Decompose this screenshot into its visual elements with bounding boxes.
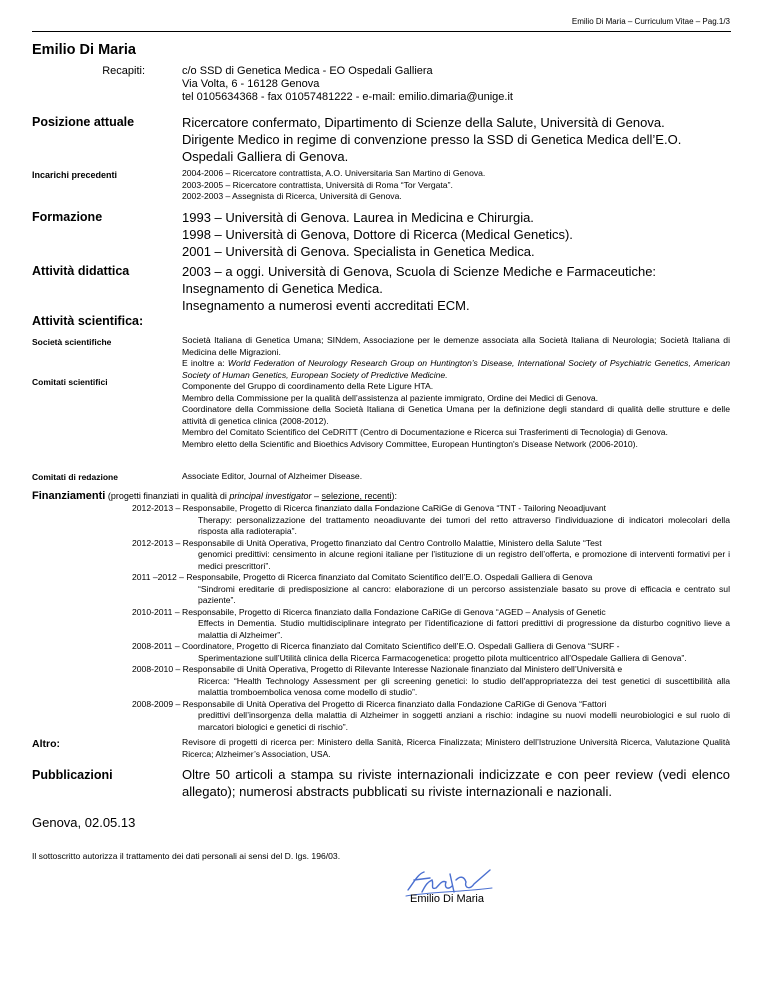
- formazione-label: Formazione: [32, 210, 103, 224]
- pubblicazioni-label: Pubblicazioni: [32, 768, 113, 782]
- redazione-text: Associate Editor, Journal of Alzheimer Disease.: [182, 471, 363, 481]
- finanziamento-continuation: Sperimentazione sull’Utilità clinica della Ricerca Farmacogenetica: progetto pilota multicentrico all’Ospedale Galliera di Genova”.: [198, 652, 687, 663]
- didattica-block: [182, 263, 730, 314]
- incarichi-block: [182, 168, 730, 203]
- scientifica-title: Attività scientifica:: [32, 314, 144, 328]
- formazione-line: 1998 – Università di Genova, Dottore di Ricerca (Medical Genetics).: [182, 227, 573, 242]
- finanziamenti-section: [32, 490, 730, 733]
- recapiti-block: [182, 65, 730, 104]
- privacy-consent: Il sottoscritto autorizza il trattamento dei dati personali ai sensi del D. lgs. 196/03.: [32, 851, 341, 861]
- finanziamento-continuation: Therapy: personalizzazione del trattamento neoadiuvante dei tumori del retto attraverso l'individuazione di indicatori molecolari della risposta alla radioterapia”.: [198, 514, 730, 536]
- societa-extra-list: World Federation of Neurology Research Group on Huntington’s Disease, International Society of Psychiatric Genetics, American Society of Human Genetics, European Society of Predictive Medicine.: [182, 358, 731, 380]
- finanziamenti-subtitle-underlined: selezione, recenti: [321, 491, 392, 501]
- comitati-line: Coordinatore della Commissione della Società Italiana di Genetica Umana per la definizione degli standard di qualità delle strutture e delle attività di genetica clinica (2008-2012).: [182, 404, 730, 426]
- finanziamenti-subtitle-b: –: [311, 491, 322, 501]
- comitati-line: Membro della Commissione per la qualità dell’assistenza al paziente immigrato, Ordine dei Medici di Genova.: [182, 392, 599, 403]
- societa-extra: [182, 358, 730, 381]
- finanziamento-first-line: 2008-2009 – Responsabile di Unità Operativa del Progetto di Ricerca finanziato dalla Fondazione CaRiGe di Genova “Fattori: [132, 698, 607, 709]
- pubblicazioni-text: Oltre 50 articoli a stampa su riviste internazionali indicizzate e con peer review (vedi elenco allegato); numerosi abstracts pubblicati su riviste internazionali e nazionali.: [182, 767, 730, 799]
- posizione-line: Dirigente Medico in regime di convenzione presso la SSD di Genetica Medica dell’E.O.: [182, 132, 682, 147]
- incarichi-line: 2004-2006 – Ricercatore contrattista, A.O. Universitaria San Martino di Genova.: [182, 168, 486, 178]
- finanziamento-first-line: 2012-2013 – Responsabile, Progetto di Ricerca finanziato dalla Fondazione CaRiGe di Genova “TNT - Tailoring Neoadjuvant: [132, 503, 607, 513]
- finanziamento-item: [132, 538, 730, 573]
- posizione-label: Posizione attuale: [32, 115, 135, 129]
- altro-text: Revisore di progetti di ricerca per: Ministero della Sanità, Ricerca Finalizzata; Ministero dell’Istruzione Università Ricerca, Valutazione Qualità Ricerca; Alzheimer’s Association, USA.: [182, 737, 730, 759]
- finanziamento-continuation: genomici predittivi: censimento in alcune regioni italiane per l’istituzione di un registro dell’offerta, e promozione di interventi formativi per i medici prescrittori”.: [198, 549, 730, 571]
- header-divider: [32, 31, 731, 32]
- redazione-label: Comitati di redazione: [32, 472, 118, 482]
- page-header: Emilio Di Maria – Curriculum Vitae – Pag.1/3: [571, 17, 730, 26]
- finanziamento-first-line: 2012-2013 – Responsabile di Unità Operativa, Progetto finanziato dal Centro Controllo Malattie, Ministero della Salute “Test: [132, 537, 602, 548]
- finanziamenti-subtitle-italic: principal investigator: [229, 491, 312, 501]
- comitati-line: Membro del Comitato Scientifico del CeDRiTT (Centro di Documentazione e Ricerca sui Trasferimenti di Tecnologia) di Genova.: [182, 427, 668, 437]
- finanziamento-continuation: Ricerca: “Health Technology Assessment per gli screening genetici: lo studio dell'appropriatezza dei test genetici di suscettibilità alla malattia tromboembolica venosa come modello di studio”.: [198, 675, 730, 697]
- recapiti-line: tel 0105634368 - fax 01057481222 - e-mail: emilio.dimaria@unige.it: [182, 91, 513, 103]
- recapiti-line: Via Volta, 6 - 16128 Genova: [182, 78, 320, 90]
- finanziamento-item: [132, 641, 730, 664]
- signature-name: Emilio Di Maria: [410, 893, 484, 905]
- finanziamento-continuation: Effects in Dementia. Studio multidisciplinare integrato per l’identificazione di fattori predittivi di progressione da disturbo cognitivo lieve a malattia di Alzheimer”.: [198, 618, 730, 640]
- formazione-line: 2001 – Università di Genova. Specialista in Genetica Medica.: [182, 244, 535, 259]
- incarichi-line: 2002-2003 – Assegnista di Ricerca, Università di Genova.: [182, 191, 402, 201]
- finanziamento-continuation: “Sindromi ereditarie di predisposizione al cancro: elaborazione di un percorso assistenziale basato su prove di efficacia e centrato sul paziente”.: [198, 583, 730, 605]
- comitati-line: Componente del Gruppo di coordinamento della Rete Ligure HTA.: [182, 381, 434, 391]
- finanziamenti-title: Finanziamenti: [32, 490, 106, 502]
- comitati-label: Comitati scientifici: [32, 377, 108, 387]
- didattica-line: Insegnamento di Genetica Medica.: [182, 281, 383, 296]
- cv-name: Emilio Di Maria: [32, 42, 136, 58]
- finanziamenti-subtitle-a: (progetti finanziati in qualità di: [105, 491, 230, 501]
- altro-label: Altro:: [32, 738, 60, 750]
- societa-label: Società scientifiche: [32, 337, 112, 347]
- didattica-label: Attività didattica: [32, 264, 130, 278]
- finanziamento-item: [132, 664, 730, 699]
- finanziamento-first-line: 2008-2011 – Coordinatore, Progetto di Ricerca finanziato dal Comitato Scientifico dell’E.O. Ospedali Galliera di Genova “SURF -: [132, 641, 620, 651]
- societa-extra-prefix: E inoltre a:: [182, 358, 228, 368]
- recapiti-label: Recapiti:: [102, 65, 145, 77]
- finanziamento-item: [132, 572, 730, 607]
- finanziamento-first-line: 2008-2010 – Responsabile di Unità Operativa, Progetto di Rilevante Interesse Nazionale finanziato dal Ministero dell’Università e: [132, 664, 623, 674]
- formazione-line: 1993 – Università di Genova. Laurea in Medicina e Chirurgia.: [182, 210, 534, 225]
- societa-block: [182, 335, 730, 450]
- finanziamento-first-line: 2011 –2012 – Responsabile, Progetto di Ricerca finanziato dal Comitato Scientifico dell’E.O. Ospedali Galliera di Genova: [132, 572, 593, 582]
- recapiti-line: c/o SSD di Genetica Medica - EO Ospedali Galliera: [182, 65, 433, 77]
- formazione-block: [182, 209, 730, 260]
- finanziamento-item: [132, 607, 730, 642]
- comitati-line: Membro eletto della Scientific and Bioethics Advisory Committee, European Huntington's Disease Network (2006-2010).: [182, 438, 638, 449]
- didattica-line: 2003 – a oggi. Università di Genova, Scuola di Scienze Mediche e Farmaceutiche:: [182, 264, 657, 279]
- finanziamento-item: [132, 503, 730, 538]
- incarichi-label: Incarichi precedenti: [32, 170, 118, 180]
- incarichi-line: 2003-2005 – Ricercatore contrattista, Università di Roma “Tor Vergata”.: [182, 179, 453, 190]
- place-date: Genova, 02.05.13: [32, 815, 136, 830]
- finanziamenti-subtitle-c: ):: [391, 491, 398, 501]
- posizione-line: Ricercatore confermato, Dipartimento di Scienze della Salute, Università di Genova.: [182, 115, 665, 130]
- posizione-line: Ospedali Galliera di Genova.: [182, 149, 349, 164]
- finanziamento-first-line: 2010-2011 – Responsabile, Progetto di Ricerca finanziato dalla Fondazione CaRiGe di Genova “AGED – Analysis of Genetic: [132, 606, 606, 617]
- finanziamento-continuation: predittivi dell’insorgenza della malattia di Alzheimer in soggetti anziani a rischio: indagine su nuovi modelli neurobiologici e sul ruolo di marcatori biologici e genetici di rischio”.: [198, 710, 730, 732]
- finanziamenti-heading: [32, 490, 730, 503]
- societa-text: Società Italiana di Genetica Umana; SINdem, Associazione per le demenze associata alla Società Italiana di Neurologia; Società Italiana di Medicina delle Migrazioni.: [182, 335, 730, 357]
- didattica-line: Insegnamento a numerosi eventi accreditati ECM.: [182, 298, 470, 313]
- posizione-block: [182, 114, 730, 165]
- finanziamento-item: [132, 699, 730, 734]
- signature-stroke: [408, 870, 490, 892]
